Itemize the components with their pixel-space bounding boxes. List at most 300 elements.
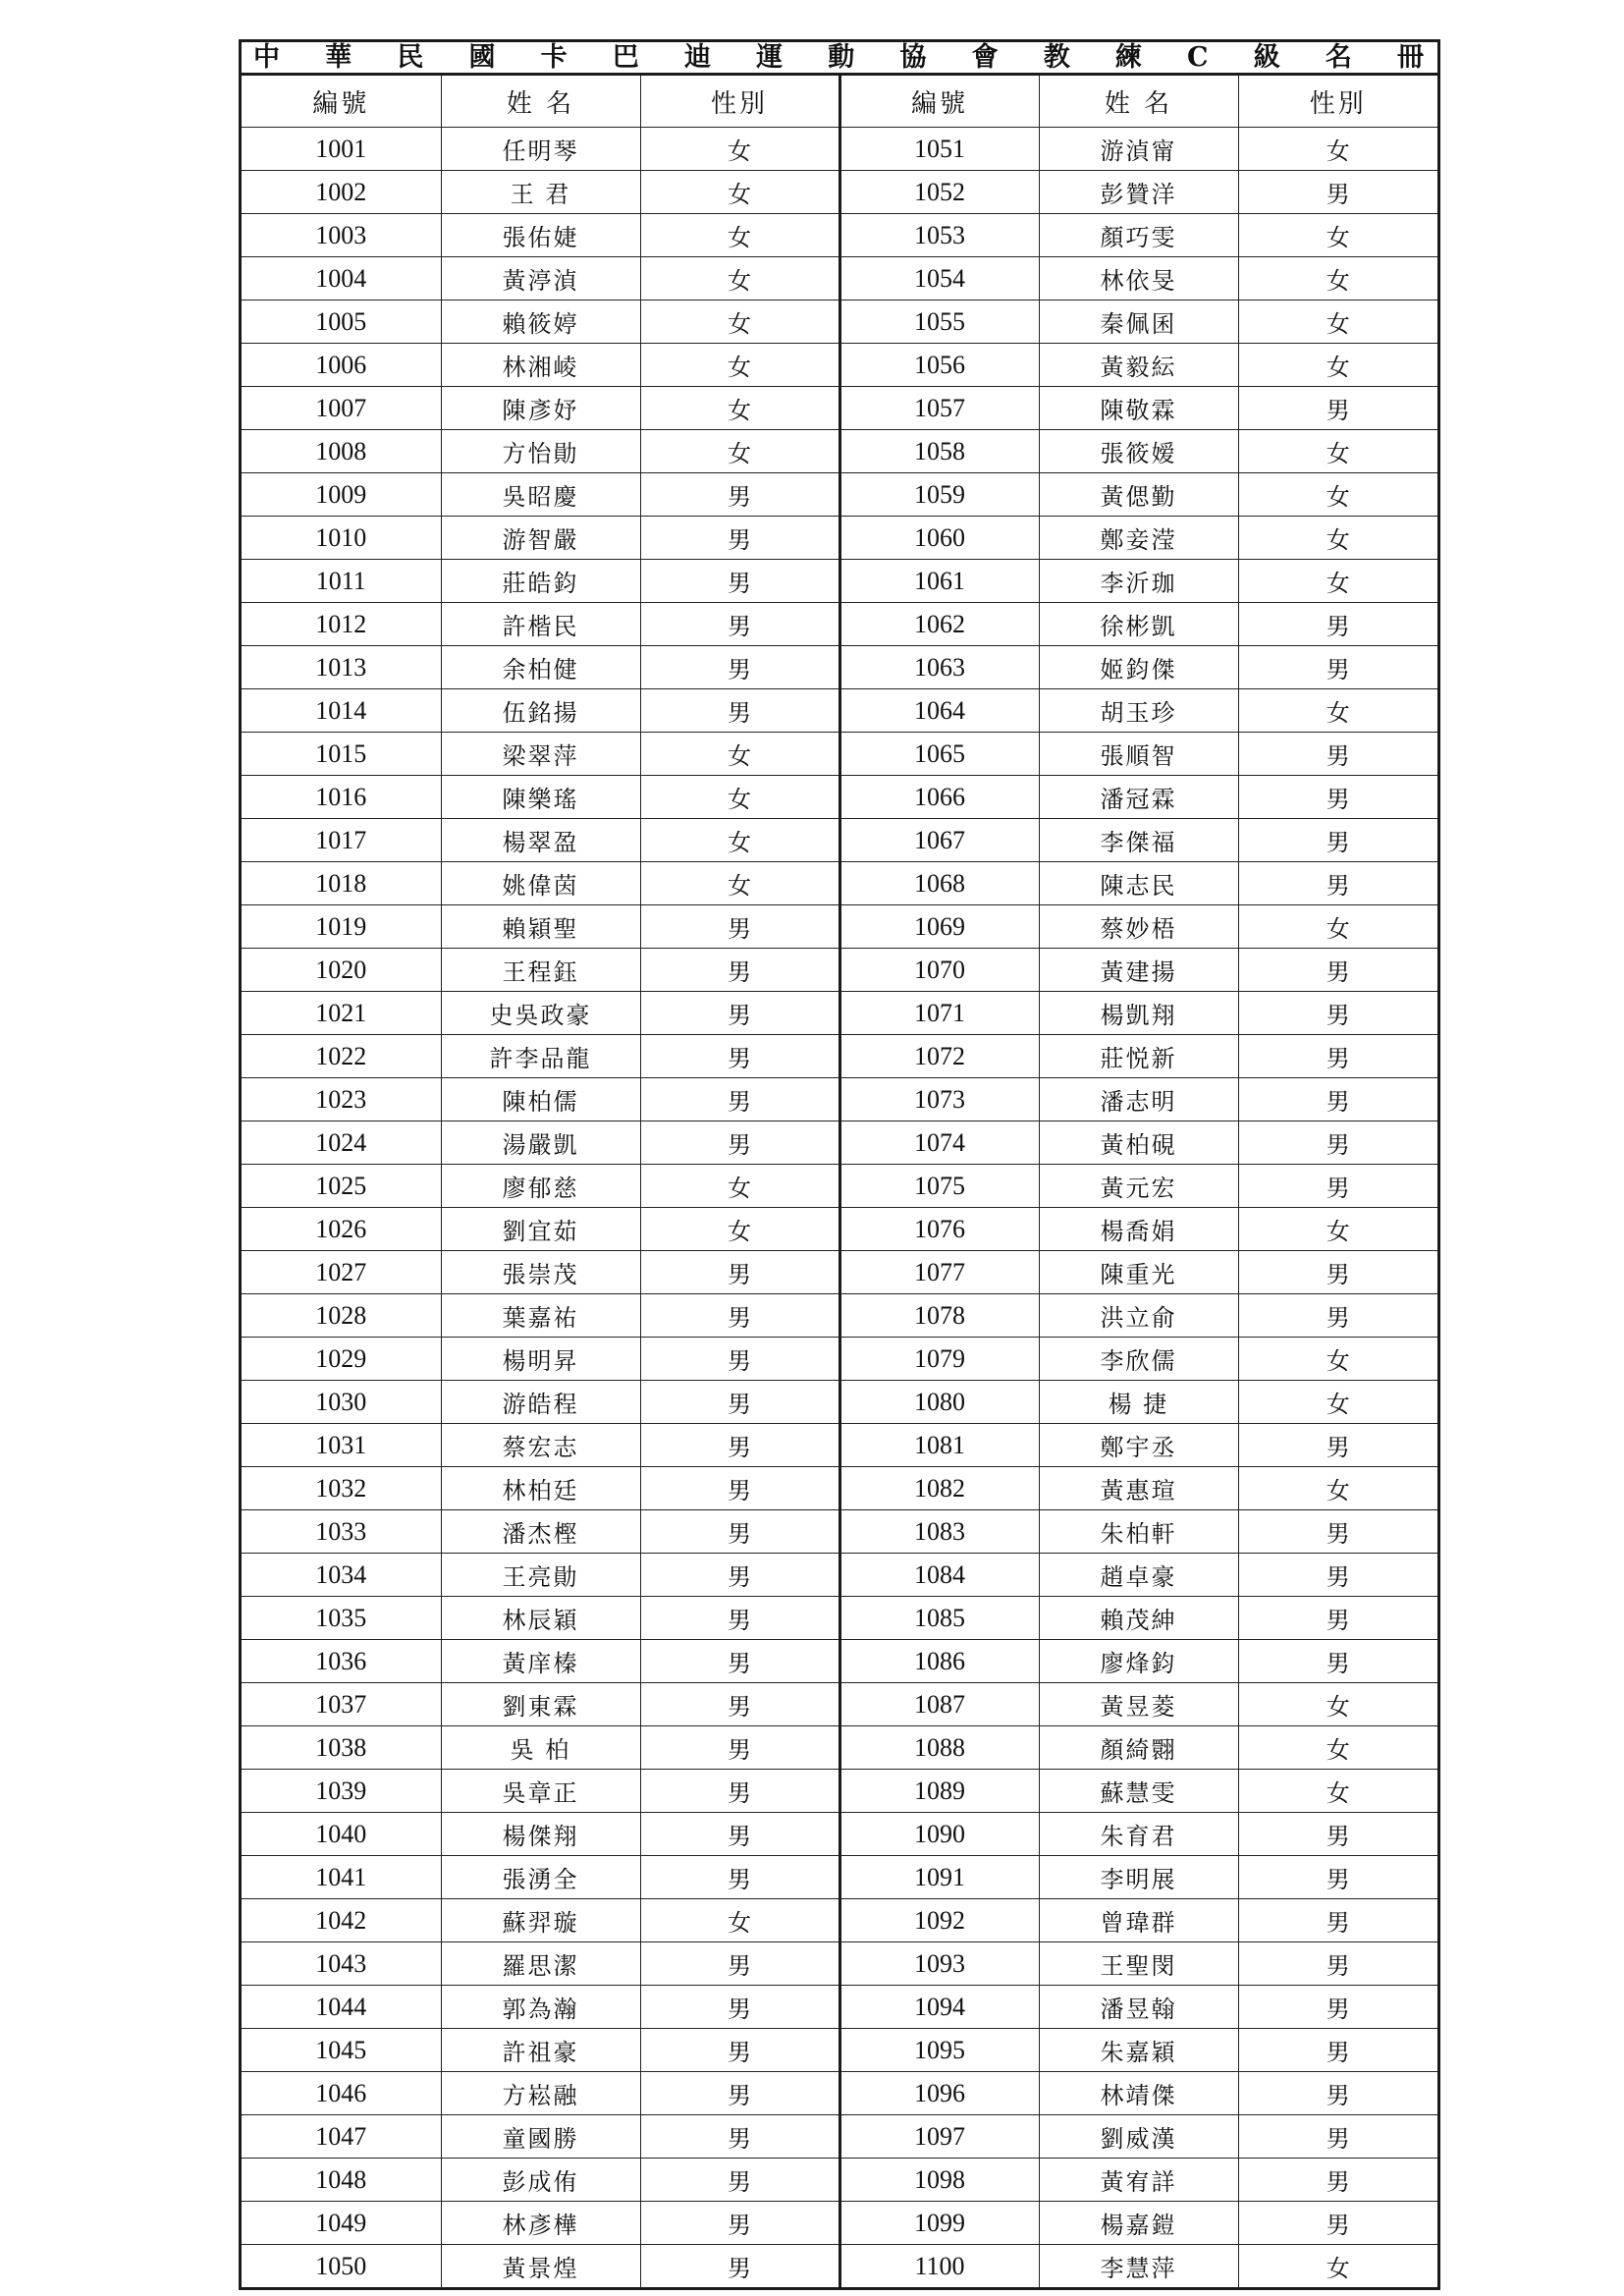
cell-name: 黃昱菱 xyxy=(1039,1683,1238,1726)
cell-id: 1089 xyxy=(839,1770,1039,1813)
cell-id: 1066 xyxy=(839,776,1039,819)
table-row xyxy=(242,2159,1437,2202)
cell-name: 許祖豪 xyxy=(441,2029,640,2072)
cell-gender: 男 xyxy=(640,560,839,603)
cell-gender: 女 xyxy=(640,128,839,171)
cell-id: 1018 xyxy=(242,862,441,905)
cell-id: 1029 xyxy=(242,1338,441,1381)
table-row xyxy=(242,128,1437,171)
cell-gender: 男 xyxy=(1238,1424,1437,1467)
cell-name: 王 君 xyxy=(441,171,640,214)
table-row xyxy=(242,603,1437,646)
table-row xyxy=(242,2245,1437,2288)
cell-id: 1100 xyxy=(839,2245,1039,2288)
cell-name: 彭成侑 xyxy=(441,2159,640,2202)
title-char: 國 xyxy=(468,42,496,73)
cell-gender: 男 xyxy=(640,1338,839,1381)
cell-gender: 女 xyxy=(1238,344,1437,387)
table-row xyxy=(242,1467,1437,1510)
cell-name: 黃宥詳 xyxy=(1039,2159,1238,2202)
cell-name: 莊皓鈞 xyxy=(441,560,640,603)
table-row xyxy=(242,1856,1437,1899)
cell-id: 1020 xyxy=(242,949,441,992)
cell-id: 1011 xyxy=(242,560,441,603)
cell-id: 1070 xyxy=(839,949,1039,992)
cell-id: 1054 xyxy=(839,257,1039,301)
title-char: 巴 xyxy=(612,42,639,73)
cell-id: 1034 xyxy=(242,1554,441,1597)
header-row xyxy=(242,76,1437,128)
cell-id: 1078 xyxy=(839,1294,1039,1338)
cell-name: 吳 柏 xyxy=(441,1726,640,1770)
cell-name: 楊凱翔 xyxy=(1039,992,1238,1035)
cell-name: 林湘崚 xyxy=(441,344,640,387)
cell-gender: 男 xyxy=(640,2115,839,2159)
cell-name: 李明展 xyxy=(1039,1856,1238,1899)
cell-gender: 男 xyxy=(1238,1813,1437,1856)
title-char: 會 xyxy=(971,42,999,73)
cell-name: 張湧全 xyxy=(441,1856,640,1899)
cell-name: 蔡妙梧 xyxy=(1039,905,1238,949)
cell-id: 1056 xyxy=(839,344,1039,387)
header-name: 姓 名 xyxy=(1039,76,1238,128)
cell-id: 1051 xyxy=(839,128,1039,171)
cell-gender: 男 xyxy=(1238,1942,1437,1986)
cell-id: 1095 xyxy=(839,2029,1039,2072)
cell-id: 1041 xyxy=(242,1856,441,1899)
cell-name: 洪立俞 xyxy=(1039,1294,1238,1338)
cell-id: 1007 xyxy=(242,387,441,430)
cell-name: 陳敬霖 xyxy=(1039,387,1238,430)
title-char: 名 xyxy=(1325,42,1352,73)
cell-id: 1044 xyxy=(242,1986,441,2029)
title-char: 迪 xyxy=(683,42,711,73)
cell-id: 1052 xyxy=(839,171,1039,214)
cell-gender: 男 xyxy=(1238,1986,1437,2029)
cell-gender: 男 xyxy=(640,2245,839,2288)
cell-id: 1090 xyxy=(839,1813,1039,1856)
cell-id: 1022 xyxy=(242,1035,441,1078)
cell-id: 1068 xyxy=(839,862,1039,905)
cell-gender: 女 xyxy=(1238,689,1437,733)
cell-id: 1055 xyxy=(839,301,1039,344)
cell-name: 莊悦新 xyxy=(1039,1035,1238,1078)
cell-id: 1040 xyxy=(242,1813,441,1856)
cell-gender: 女 xyxy=(640,430,839,473)
cell-gender: 男 xyxy=(1238,2029,1437,2072)
cell-id: 1091 xyxy=(839,1856,1039,1899)
title-char: 民 xyxy=(397,42,424,73)
cell-gender: 男 xyxy=(1238,603,1437,646)
title-char: 級 xyxy=(1253,42,1280,73)
cell-id: 1092 xyxy=(839,1899,1039,1942)
table-row xyxy=(242,1294,1437,1338)
cell-id: 1031 xyxy=(242,1424,441,1467)
cell-gender: 女 xyxy=(1238,517,1437,560)
cell-id: 1067 xyxy=(839,819,1039,862)
cell-gender: 男 xyxy=(1238,1554,1437,1597)
cell-name: 楊嘉鎧 xyxy=(1039,2202,1238,2245)
cell-id: 1079 xyxy=(839,1338,1039,1381)
cell-gender: 女 xyxy=(640,171,839,214)
cell-id: 1017 xyxy=(242,819,441,862)
cell-id: 1025 xyxy=(242,1165,441,1208)
roster-sheet xyxy=(239,39,1440,2290)
cell-name: 廖烽鈞 xyxy=(1039,1640,1238,1683)
cell-gender: 男 xyxy=(1238,1856,1437,1899)
cell-gender: 男 xyxy=(640,1813,839,1856)
cell-name: 黃元宏 xyxy=(1039,1165,1238,1208)
table-row xyxy=(242,1942,1437,1986)
table-row xyxy=(242,560,1437,603)
table-row xyxy=(242,2072,1437,2115)
cell-id: 1080 xyxy=(839,1381,1039,1424)
cell-name: 葉嘉祐 xyxy=(441,1294,640,1338)
cell-id: 1019 xyxy=(242,905,441,949)
cell-name: 王亮勛 xyxy=(441,1554,640,1597)
cell-gender: 女 xyxy=(1238,301,1437,344)
cell-id: 1071 xyxy=(839,992,1039,1035)
cell-gender: 女 xyxy=(1238,2245,1437,2288)
cell-id: 1085 xyxy=(839,1597,1039,1640)
cell-name: 顏綺翾 xyxy=(1039,1726,1238,1770)
cell-name: 張佑婕 xyxy=(441,214,640,257)
cell-gender: 男 xyxy=(640,1856,839,1899)
cell-gender: 男 xyxy=(640,1121,839,1165)
table-row xyxy=(242,1424,1437,1467)
cell-gender: 女 xyxy=(1238,473,1437,517)
cell-id: 1072 xyxy=(839,1035,1039,1078)
table-row xyxy=(242,733,1437,776)
cell-gender: 女 xyxy=(1238,430,1437,473)
cell-gender: 男 xyxy=(640,949,839,992)
cell-id: 1098 xyxy=(839,2159,1039,2202)
cell-name: 林彥樺 xyxy=(441,2202,640,2245)
cell-id: 1012 xyxy=(242,603,441,646)
cell-gender: 女 xyxy=(1238,1770,1437,1813)
cell-id: 1084 xyxy=(839,1554,1039,1597)
cell-name: 吳昭慶 xyxy=(441,473,640,517)
cell-id: 1027 xyxy=(242,1251,441,1294)
cell-gender: 男 xyxy=(1238,2202,1437,2245)
cell-name: 李慧萍 xyxy=(1039,2245,1238,2288)
cell-name: 王聖閔 xyxy=(1039,1942,1238,1986)
cell-gender: 男 xyxy=(640,1294,839,1338)
cell-id: 1060 xyxy=(839,517,1039,560)
cell-id: 1097 xyxy=(839,2115,1039,2159)
cell-id: 1028 xyxy=(242,1294,441,1338)
cell-id: 1039 xyxy=(242,1770,441,1813)
table-row xyxy=(242,171,1437,214)
cell-gender: 女 xyxy=(1238,257,1437,301)
cell-gender: 男 xyxy=(640,1770,839,1813)
cell-name: 賴穎聖 xyxy=(441,905,640,949)
cell-name: 姚偉茵 xyxy=(441,862,640,905)
cell-gender: 女 xyxy=(640,257,839,301)
table-row xyxy=(242,1597,1437,1640)
cell-gender: 男 xyxy=(640,1251,839,1294)
cell-name: 童國勝 xyxy=(441,2115,640,2159)
cell-name: 楊翠盈 xyxy=(441,819,640,862)
cell-id: 1059 xyxy=(839,473,1039,517)
title-char: 練 xyxy=(1114,42,1142,73)
cell-name: 黃渟湞 xyxy=(441,257,640,301)
title-char: 華 xyxy=(325,42,352,73)
cell-name: 游智嚴 xyxy=(441,517,640,560)
cell-name: 游湞甯 xyxy=(1039,128,1238,171)
cell-gender: 男 xyxy=(640,517,839,560)
cell-gender: 男 xyxy=(640,2072,839,2115)
table-row xyxy=(242,1683,1437,1726)
cell-id: 1021 xyxy=(242,992,441,1035)
cell-id: 1003 xyxy=(242,214,441,257)
cell-id: 1015 xyxy=(242,733,441,776)
cell-name: 蘇慧雯 xyxy=(1039,1770,1238,1813)
cell-name: 潘志明 xyxy=(1039,1078,1238,1121)
cell-name: 潘冠霖 xyxy=(1039,776,1238,819)
cell-name: 陳志民 xyxy=(1039,862,1238,905)
cell-id: 1001 xyxy=(242,128,441,171)
cell-name: 許楷民 xyxy=(441,603,640,646)
cell-name: 林柏廷 xyxy=(441,1467,640,1510)
cell-gender: 男 xyxy=(640,2159,839,2202)
cell-gender: 男 xyxy=(1238,1121,1437,1165)
cell-gender: 男 xyxy=(640,1035,839,1078)
cell-id: 1064 xyxy=(839,689,1039,733)
cell-gender: 男 xyxy=(640,1986,839,2029)
header-gender: 性別 xyxy=(640,76,839,128)
table-row xyxy=(242,1251,1437,1294)
cell-name: 方怡勛 xyxy=(441,430,640,473)
table-row xyxy=(242,430,1437,473)
title-char: C xyxy=(1187,42,1209,73)
cell-name: 賴筱婷 xyxy=(441,301,640,344)
table-row xyxy=(242,1726,1437,1770)
table-row xyxy=(242,301,1437,344)
cell-name: 楊明昇 xyxy=(441,1338,640,1381)
cell-id: 1075 xyxy=(839,1165,1039,1208)
cell-gender: 男 xyxy=(1238,1597,1437,1640)
cell-gender: 女 xyxy=(640,387,839,430)
cell-id: 1099 xyxy=(839,2202,1039,2245)
cell-gender: 女 xyxy=(1238,214,1437,257)
cell-name: 秦佩囷 xyxy=(1039,301,1238,344)
table-row xyxy=(242,1208,1437,1251)
cell-name: 朱柏軒 xyxy=(1039,1510,1238,1554)
cell-gender: 女 xyxy=(640,344,839,387)
cell-name: 曾瑋群 xyxy=(1039,1899,1238,1942)
cell-name: 陳重光 xyxy=(1039,1251,1238,1294)
cell-name: 方崧融 xyxy=(441,2072,640,2115)
cell-id: 1045 xyxy=(242,2029,441,2072)
cell-name: 黃惠瑄 xyxy=(1039,1467,1238,1510)
cell-gender: 女 xyxy=(1238,1208,1437,1251)
cell-gender: 女 xyxy=(640,301,839,344)
cell-name: 郭為瀚 xyxy=(441,1986,640,2029)
table-row xyxy=(242,1338,1437,1381)
table-row xyxy=(242,1899,1437,1942)
cell-id: 1083 xyxy=(839,1510,1039,1554)
document-title xyxy=(242,42,1437,76)
cell-name: 朱育君 xyxy=(1039,1813,1238,1856)
cell-id: 1035 xyxy=(242,1597,441,1640)
cell-gender: 男 xyxy=(1238,1510,1437,1554)
cell-gender: 男 xyxy=(1238,733,1437,776)
cell-gender: 男 xyxy=(1238,776,1437,819)
cell-gender: 男 xyxy=(1238,2072,1437,2115)
cell-gender: 女 xyxy=(1238,560,1437,603)
cell-name: 羅思潔 xyxy=(441,1942,640,1986)
cell-name: 史吳政豪 xyxy=(441,992,640,1035)
cell-id: 1010 xyxy=(242,517,441,560)
cell-id: 1030 xyxy=(242,1381,441,1424)
table-row xyxy=(242,387,1437,430)
cell-id: 1062 xyxy=(839,603,1039,646)
cell-name: 蔡宏志 xyxy=(441,1424,640,1467)
table-row xyxy=(242,819,1437,862)
cell-id: 1004 xyxy=(242,257,441,301)
cell-id: 1002 xyxy=(242,171,441,214)
cell-gender: 男 xyxy=(640,1554,839,1597)
cell-name: 黃柏硯 xyxy=(1039,1121,1238,1165)
header-id: 編號 xyxy=(242,76,441,128)
cell-gender: 男 xyxy=(640,1942,839,1986)
cell-gender: 男 xyxy=(1238,1640,1437,1683)
cell-gender: 男 xyxy=(640,905,839,949)
cell-id: 1042 xyxy=(242,1899,441,1942)
cell-gender: 男 xyxy=(640,1467,839,1510)
table-row xyxy=(242,1035,1437,1078)
cell-id: 1047 xyxy=(242,2115,441,2159)
cell-name: 姬鈞傑 xyxy=(1039,646,1238,689)
cell-gender: 女 xyxy=(1238,905,1437,949)
cell-id: 1033 xyxy=(242,1510,441,1554)
cell-id: 1088 xyxy=(839,1726,1039,1770)
cell-id: 1086 xyxy=(839,1640,1039,1683)
cell-name: 余柏健 xyxy=(441,646,640,689)
table-row xyxy=(242,1770,1437,1813)
cell-name: 黃偲勤 xyxy=(1039,473,1238,517)
cell-gender: 男 xyxy=(640,2202,839,2245)
header-name: 姓 名 xyxy=(441,76,640,128)
table-row xyxy=(242,646,1437,689)
cell-name: 黃景煌 xyxy=(441,2245,640,2288)
title-char: 卡 xyxy=(540,42,568,73)
cell-id: 1037 xyxy=(242,1683,441,1726)
cell-id: 1014 xyxy=(242,689,441,733)
cell-name: 楊 捷 xyxy=(1039,1381,1238,1424)
header-id: 編號 xyxy=(839,76,1039,128)
cell-gender: 男 xyxy=(640,1078,839,1121)
table-row xyxy=(242,473,1437,517)
title-char: 運 xyxy=(756,42,784,73)
cell-gender: 男 xyxy=(1238,646,1437,689)
cell-name: 李沂珈 xyxy=(1039,560,1238,603)
cell-name: 黃建揚 xyxy=(1039,949,1238,992)
table-row xyxy=(242,214,1437,257)
cell-gender: 男 xyxy=(1238,1078,1437,1121)
cell-name: 徐彬凱 xyxy=(1039,603,1238,646)
cell-id: 1076 xyxy=(839,1208,1039,1251)
cell-gender: 男 xyxy=(1238,992,1437,1035)
cell-name: 黃庠榛 xyxy=(441,1640,640,1683)
cell-id: 1063 xyxy=(839,646,1039,689)
table-row xyxy=(242,1510,1437,1554)
cell-name: 任明琴 xyxy=(441,128,640,171)
cell-name: 黃毅紜 xyxy=(1039,344,1238,387)
cell-gender: 女 xyxy=(1238,1726,1437,1770)
cell-gender: 女 xyxy=(640,733,839,776)
title-char: 中 xyxy=(253,42,280,73)
cell-id: 1026 xyxy=(242,1208,441,1251)
cell-id: 1082 xyxy=(839,1467,1039,1510)
cell-id: 1050 xyxy=(242,2245,441,2288)
cell-id: 1073 xyxy=(839,1078,1039,1121)
table-row xyxy=(242,905,1437,949)
cell-gender: 女 xyxy=(640,819,839,862)
cell-gender: 男 xyxy=(1238,819,1437,862)
cell-name: 游皓程 xyxy=(441,1381,640,1424)
table-row xyxy=(242,257,1437,301)
cell-name: 林依旻 xyxy=(1039,257,1238,301)
cell-name: 林靖傑 xyxy=(1039,2072,1238,2115)
cell-gender: 女 xyxy=(640,776,839,819)
cell-id: 1006 xyxy=(242,344,441,387)
cell-gender: 男 xyxy=(1238,387,1437,430)
title-char: 動 xyxy=(828,42,855,73)
cell-gender: 男 xyxy=(640,646,839,689)
cell-id: 1043 xyxy=(242,1942,441,1986)
cell-gender: 女 xyxy=(1238,1338,1437,1381)
cell-name: 湯嚴凱 xyxy=(441,1121,640,1165)
cell-id: 1069 xyxy=(839,905,1039,949)
cell-id: 1057 xyxy=(839,387,1039,430)
table-row xyxy=(242,517,1437,560)
table-row xyxy=(242,2029,1437,2072)
cell-name: 劉宜茹 xyxy=(441,1208,640,1251)
cell-gender: 男 xyxy=(640,1683,839,1726)
cell-id: 1032 xyxy=(242,1467,441,1510)
cell-id: 1065 xyxy=(839,733,1039,776)
cell-name: 潘昱翰 xyxy=(1039,1986,1238,2029)
cell-id: 1094 xyxy=(839,1986,1039,2029)
cell-name: 陳彥妤 xyxy=(441,387,640,430)
cell-gender: 男 xyxy=(640,1640,839,1683)
cell-id: 1005 xyxy=(242,301,441,344)
cell-name: 張筱嫒 xyxy=(1039,430,1238,473)
table-row xyxy=(242,1078,1437,1121)
cell-name: 王程鈺 xyxy=(441,949,640,992)
table-row xyxy=(242,689,1437,733)
cell-id: 1058 xyxy=(839,430,1039,473)
cell-name: 楊喬娟 xyxy=(1039,1208,1238,1251)
cell-name: 鄭妾滢 xyxy=(1039,517,1238,560)
cell-gender: 男 xyxy=(1238,2115,1437,2159)
table-row xyxy=(242,1165,1437,1208)
cell-gender: 男 xyxy=(640,1510,839,1554)
cell-id: 1093 xyxy=(839,1942,1039,1986)
cell-id: 1077 xyxy=(839,1251,1039,1294)
table-row xyxy=(242,949,1437,992)
table-row xyxy=(242,1986,1437,2029)
cell-gender: 男 xyxy=(1238,171,1437,214)
cell-name: 楊傑翔 xyxy=(441,1813,640,1856)
table-row xyxy=(242,1813,1437,1856)
cell-id: 1061 xyxy=(839,560,1039,603)
cell-id: 1053 xyxy=(839,214,1039,257)
table-row xyxy=(242,992,1437,1035)
cell-name: 梁翠萍 xyxy=(441,733,640,776)
